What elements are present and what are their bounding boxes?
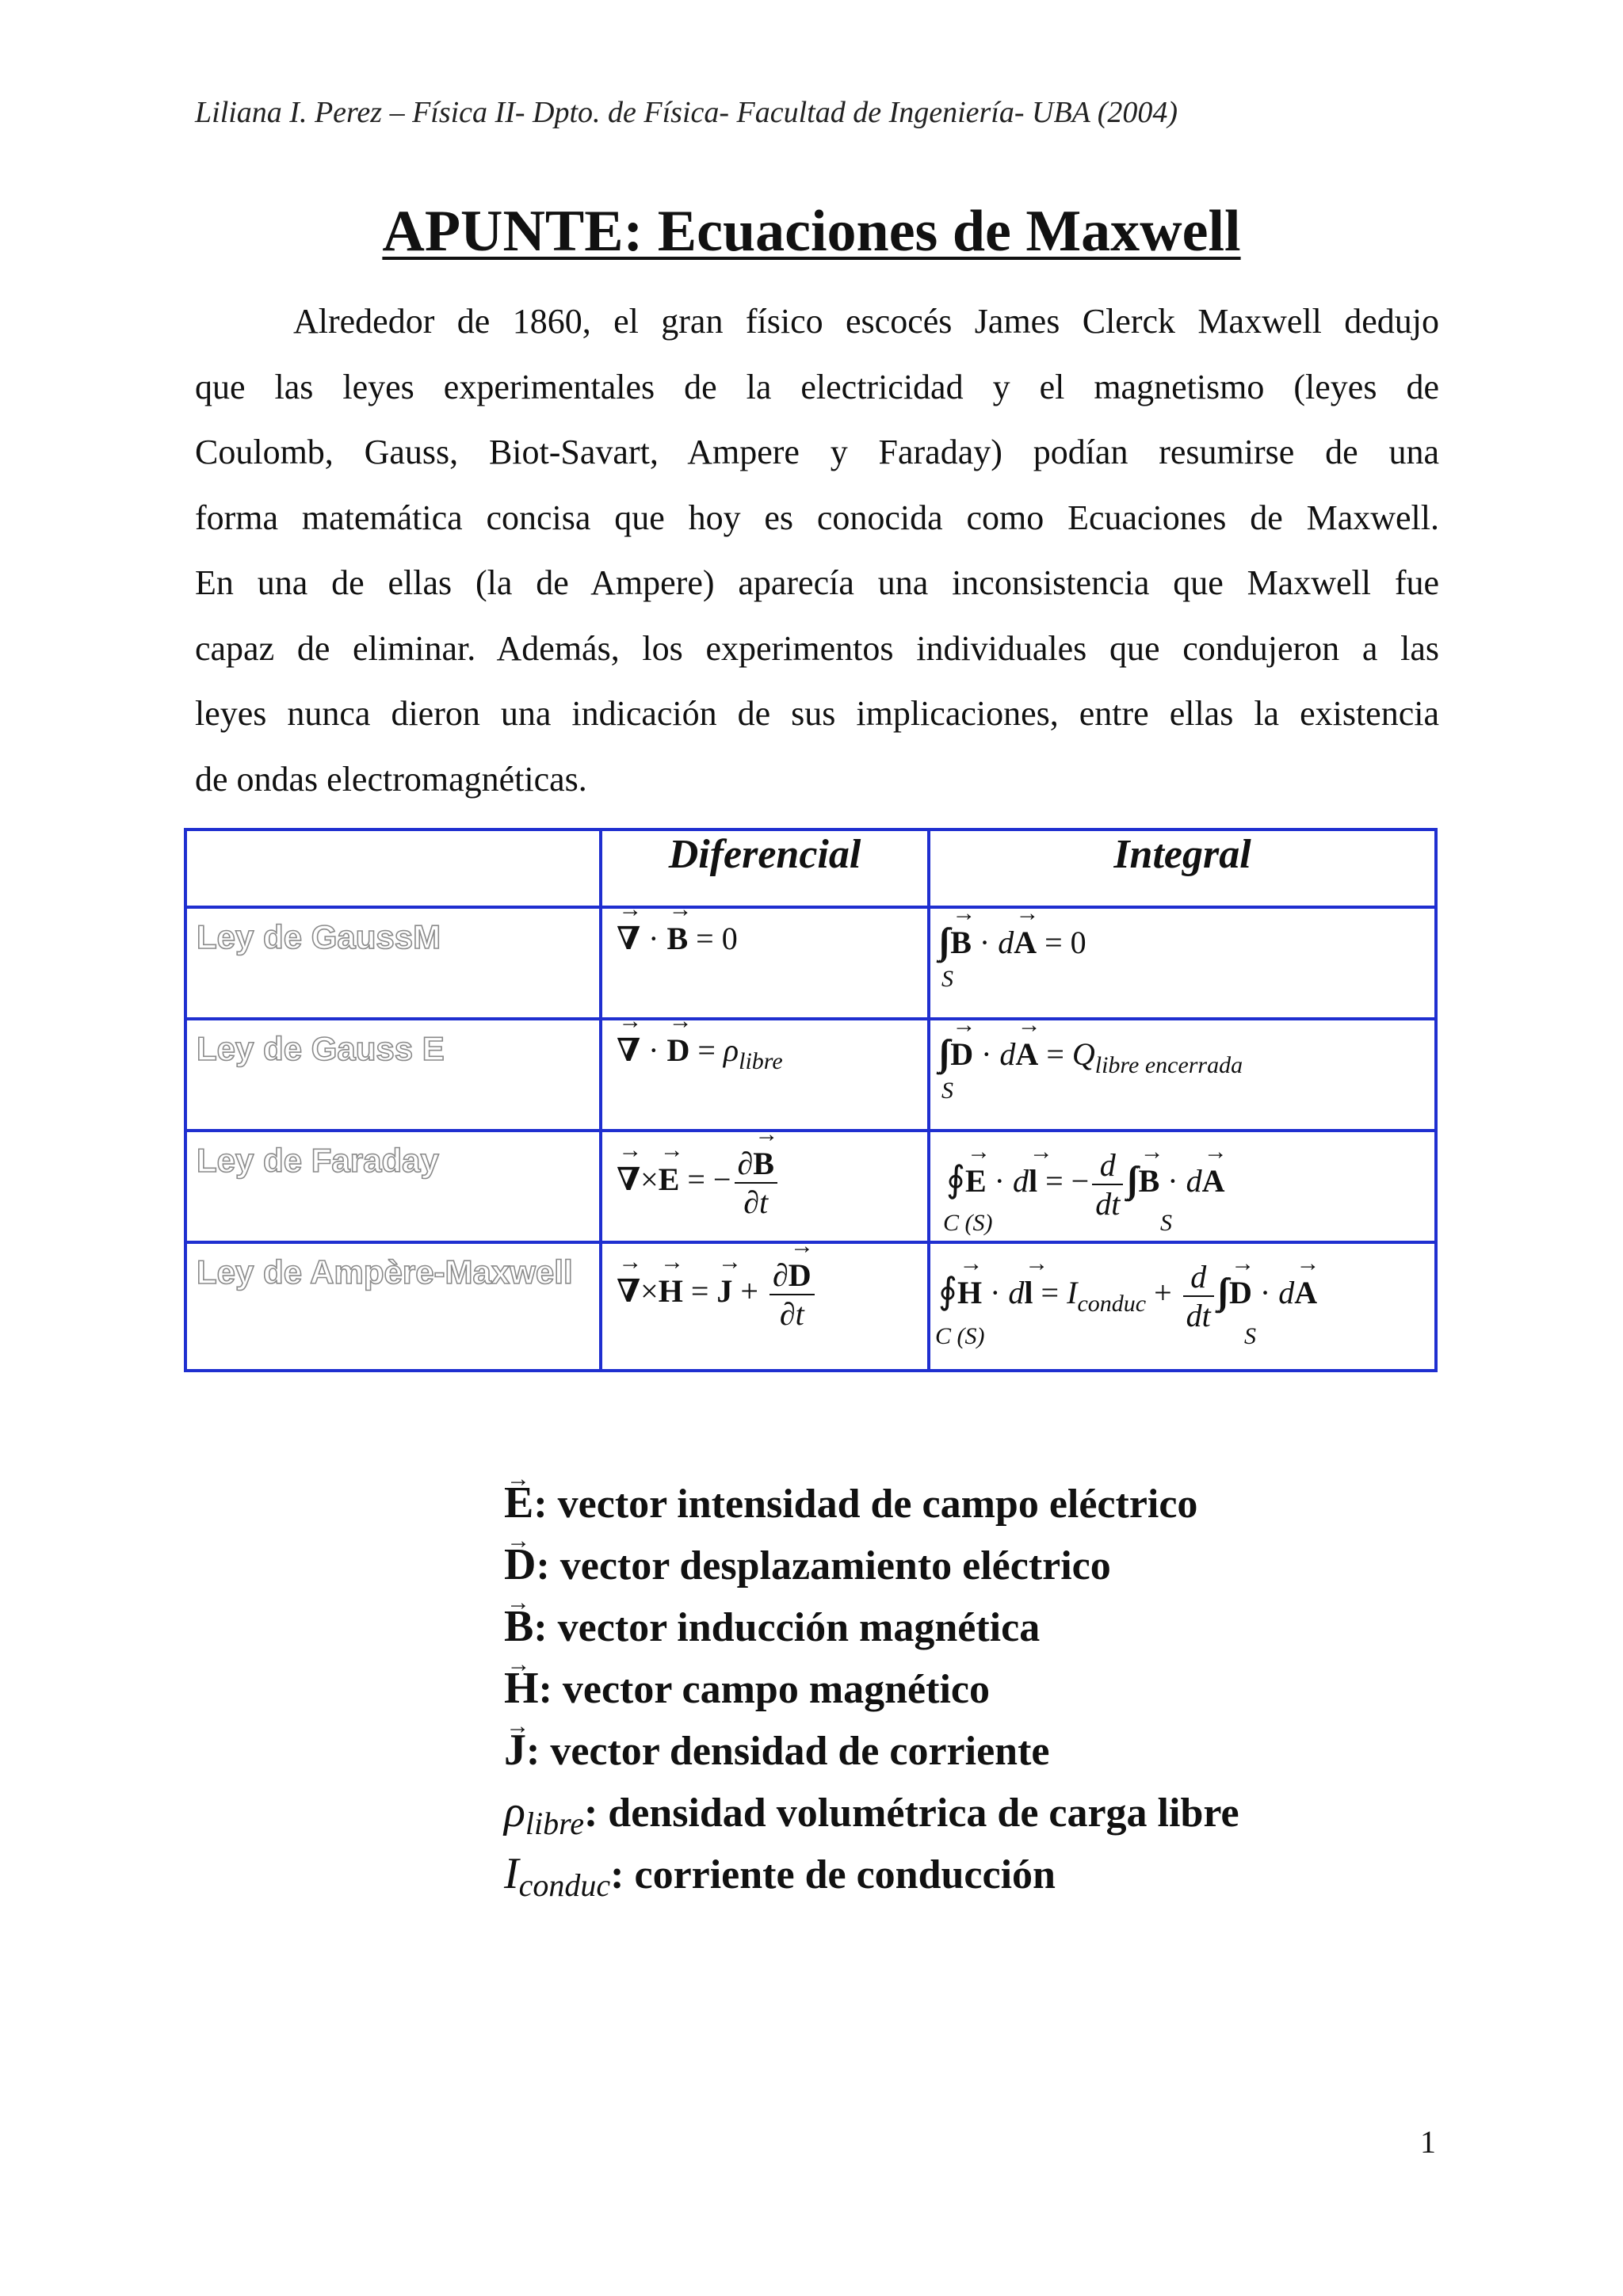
- header-differential: Diferencial: [601, 830, 929, 907]
- paragraph-line: que las leyes experimentales de la electricidad y el magnetismo (leyes de: [195, 367, 1439, 406]
- gauss-magnetic-integral: ∫∫ → B · d→ A = 0: [938, 920, 1086, 962]
- definition-row: [504, 1719, 1239, 1781]
- definition-symbol: → E: [504, 1472, 533, 1534]
- differential-cell: [601, 1131, 929, 1242]
- law-label: Ley de Ampère-Maxwell: [197, 1253, 573, 1291]
- ampere-maxwell-integral: ∮ → $H \cdot d\to l = I_{conduc}$ + $\frac{d}{dt}$ ∫∫ → D · d→ A: [938, 1258, 1317, 1334]
- surface-limit: S: [1160, 1210, 1172, 1236]
- definition-text: : vector densidad de corriente: [526, 1729, 1050, 1774]
- differential-cell: [601, 1019, 929, 1131]
- definition-row: [504, 1596, 1239, 1657]
- paragraph-line: forma matemática concisa que hoy es conocida como Ecuaciones de Maxwell.: [195, 498, 1439, 537]
- definition-subscript: libre: [525, 1806, 584, 1841]
- law-cell: [185, 907, 601, 1019]
- definition-text: : vector campo magnético: [538, 1667, 990, 1712]
- gauss-electric-differential: → ∇ · → $D = \rho_{libre}$: [617, 1032, 783, 1069]
- definition-row: [504, 1843, 1239, 1905]
- differential-cell: [601, 907, 929, 1019]
- definition-symbol: ρ: [504, 1787, 525, 1836]
- page-title: [0, 198, 1623, 265]
- surface-limit: S: [1244, 1323, 1256, 1349]
- definition-row: [504, 1781, 1239, 1843]
- paragraph-line: de ondas electromagnéticas.: [195, 759, 587, 799]
- contour-limit: C (S): [943, 1210, 993, 1236]
- law-label: Ley de Gauss E: [197, 1030, 445, 1067]
- definition-symbol: → H: [504, 1657, 539, 1719]
- paragraph-line: En una de ellas (la de Ampere) aparecía una inconsistencia que Maxwell fue: [195, 563, 1439, 602]
- definition-text: : vector desplazamiento eléctrico: [536, 1543, 1111, 1589]
- integral-cell: [929, 907, 1436, 1019]
- page-header: Liliana I. Perez – Física II- Dpto. de Física- Facultad de Ingeniería- UBA (2004): [195, 96, 1178, 129]
- definition-text: : vector inducción magnética: [533, 1605, 1041, 1650]
- law-cell: [185, 1242, 601, 1371]
- integral-cell: [929, 1242, 1436, 1371]
- title-text: APUNTE: Ecuaciones de Maxwell: [382, 199, 1241, 264]
- integral-cell: [929, 1019, 1436, 1131]
- integral-cell: [929, 1131, 1436, 1242]
- header-integral: Integral: [929, 830, 1436, 907]
- ampere-maxwell-differential: → ∇×→ H = → J + $\frac{\partial\to D}{\partial t}$: [617, 1257, 818, 1333]
- definition-symbol: I: [504, 1849, 519, 1898]
- paragraph-line: leyes nunca dieron una indicación de sus implicaciones, entre ellas la existencia: [195, 694, 1439, 733]
- faraday-integral: ∮ → E · d→ l = − $\frac{d}{dt}$ ∫∫ → B · d→ A: [946, 1146, 1224, 1222]
- faraday-differential: → ∇×→ E = − $\frac{\partial\to B}{\partial t}$: [617, 1145, 781, 1221]
- law-label: Ley de GaussM: [197, 918, 441, 955]
- definition-symbol: → B: [504, 1596, 533, 1657]
- surface-limit: S: [941, 966, 953, 992]
- gauss-electric-integral: ∫∫ → $D \cdot d\to A = Q_{libre encerrada}$: [938, 1032, 1243, 1074]
- definition-row: [504, 1534, 1239, 1596]
- law-cell: [185, 1019, 601, 1131]
- definition-symbol: → J: [504, 1719, 526, 1781]
- law-label: Ley de Faraday: [197, 1142, 439, 1179]
- symbol-definitions: [504, 1472, 1239, 1905]
- differential-cell: [601, 1242, 929, 1371]
- law-cell: [185, 1131, 601, 1242]
- definition-row: [504, 1657, 1239, 1719]
- gauss-magnetic-differential: → ∇ · → B = 0: [617, 920, 738, 957]
- page-number: 1: [1420, 2124, 1436, 2160]
- header-empty-cell: [185, 830, 601, 907]
- intro-paragraph: [195, 289, 1439, 812]
- surface-limit: S: [941, 1077, 953, 1104]
- paragraph-line: Coulomb, Gauss, Biot-Savart, Ampere y Faraday) podían resumirse de una: [195, 433, 1439, 471]
- definition-text: : densidad volumétrica de carga libre: [583, 1791, 1239, 1836]
- definition-text: : vector intensidad de campo eléctrico: [533, 1482, 1198, 1527]
- contour-limit: C (S): [935, 1323, 985, 1349]
- paragraph-line: Alrededor de 1860, el gran físico escocés James Clerck Maxwell dedujo: [293, 302, 1439, 341]
- paragraph-line: capaz de eliminar. Además, los experimentos individuales que condujeron a las: [195, 628, 1439, 668]
- maxwell-equations-table: [184, 828, 1438, 1372]
- definition-row: [504, 1472, 1239, 1534]
- definition-text: : corriente de conducción: [610, 1852, 1056, 1897]
- definition-subscript: conduc: [518, 1867, 611, 1903]
- definition-symbol: → D: [504, 1534, 536, 1596]
